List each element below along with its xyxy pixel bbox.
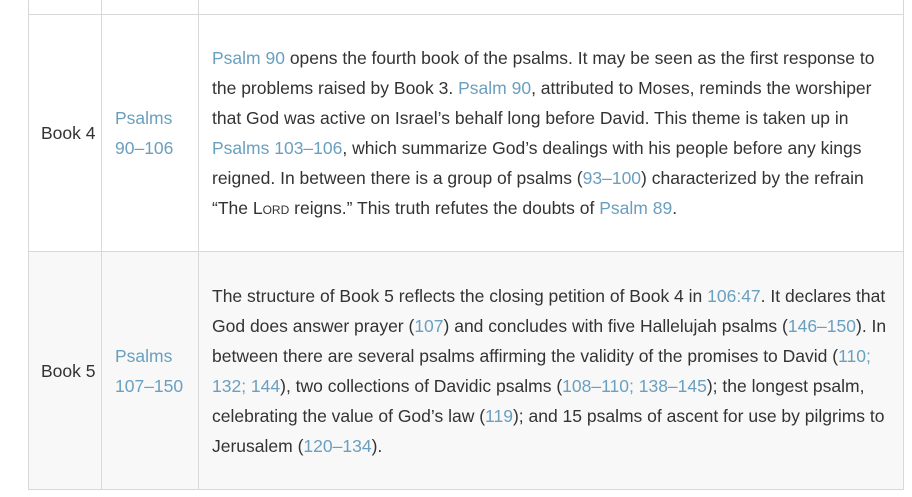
text-segment: ); and 15 psalms of ascent for use by pilgrims to Jerusalem ( bbox=[212, 405, 885, 456]
text-segment: ). In between there are several psalms affirming the validity of the promises to David ( bbox=[212, 315, 887, 366]
description-text bbox=[212, 286, 886, 456]
description-cell bbox=[199, 15, 904, 252]
scripture-link[interactable]: 107 bbox=[414, 315, 444, 336]
text-segment: . bbox=[672, 198, 678, 218]
text-segment: The structure of Book 5 reflects the closing petition of Book 4 in bbox=[212, 285, 708, 306]
text-segment: . It declares that God does answer prayer ( bbox=[212, 285, 886, 336]
text-segment: ) characterized by the refrain “The bbox=[212, 168, 864, 218]
scripture-link[interactable]: Psalm 90 bbox=[212, 48, 285, 68]
text-segment: ); the longest psalm, celebrating the value of God’s law ( bbox=[212, 375, 865, 426]
table-row-previous bbox=[29, 0, 904, 15]
text-segment: , which summarize God’s dealings with his people before any kings reigned. In between there is a group of psalms ( bbox=[212, 138, 862, 188]
scripture-link[interactable]: 119 bbox=[485, 405, 513, 426]
scripture-link[interactable]: 120–134 bbox=[303, 435, 372, 456]
text-segment: ), two collections of Davidic psalms ( bbox=[280, 375, 563, 396]
scripture-link[interactable]: 110; 132; 144 bbox=[212, 345, 871, 396]
scripture-link[interactable]: 106:47 bbox=[707, 285, 761, 306]
text-segment: , attributed to Moses, reminds the worshiper that God was active on Israel’s behalf long before David. This theme is taken up in bbox=[212, 78, 872, 128]
previous-cell bbox=[199, 0, 904, 15]
small-caps-text: Lord bbox=[252, 198, 290, 218]
book-label: Book 5 bbox=[41, 360, 96, 381]
text-segment: ). bbox=[371, 435, 383, 456]
psalms-range-link[interactable]: Psalms 107–150 bbox=[115, 345, 184, 396]
book-label: Book 4 bbox=[41, 123, 96, 143]
previous-cell bbox=[102, 0, 199, 15]
text-segment: reigns.” This truth refutes the doubts of bbox=[289, 198, 600, 218]
scripture-link[interactable]: Psalm 89 bbox=[599, 198, 673, 218]
psalms-range-link[interactable]: Psalms 90–106 bbox=[115, 108, 174, 158]
description-text bbox=[212, 48, 874, 218]
table-row-book-4 bbox=[29, 15, 904, 252]
text-segment: opens the fourth book of the psalms. It may be seen as the first response to the problems raised by Book 3. bbox=[212, 48, 875, 98]
psalms-books-table bbox=[28, 0, 904, 490]
scripture-link[interactable]: Psalms 103–106 bbox=[212, 138, 343, 158]
book-cell bbox=[29, 252, 102, 490]
scripture-link[interactable]: Psalm 90 bbox=[458, 78, 532, 98]
psalms-range-cell bbox=[102, 252, 199, 490]
table-row-book-5 bbox=[29, 252, 904, 490]
scripture-link[interactable]: 108–110; 138–145 bbox=[562, 375, 707, 396]
scripture-link[interactable]: 93–100 bbox=[582, 168, 642, 188]
scripture-link[interactable]: 146–150 bbox=[787, 315, 856, 336]
previous-cell bbox=[29, 0, 102, 15]
description-cell bbox=[199, 252, 904, 490]
text-segment: ) and concludes with five Hallelujah psalms ( bbox=[443, 315, 788, 336]
book-cell bbox=[29, 15, 102, 252]
psalms-range-cell bbox=[102, 15, 199, 252]
